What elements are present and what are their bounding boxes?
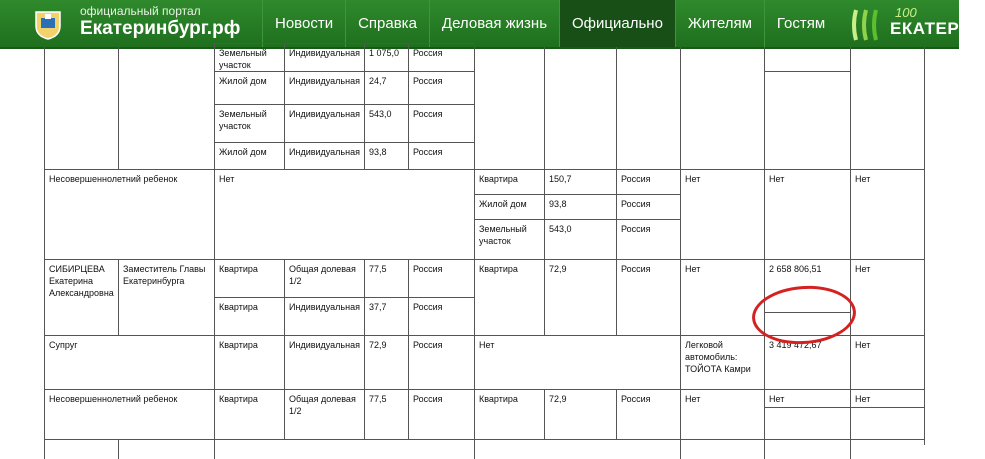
next-row-cell [474, 439, 680, 459]
site-header [0, 0, 985, 49]
child1-vehicles: Нет [680, 169, 764, 259]
spouse-owned-country: Россия [408, 335, 474, 389]
nav-reference[interactable]: Справка [345, 0, 429, 47]
top-country-4: Россия [408, 142, 474, 169]
anniversary-logo[interactable] [850, 5, 985, 44]
official-used-area: 72,9 [544, 259, 616, 335]
child1-used-country-1: Россия [616, 169, 680, 194]
spouse-income: 3 419 472,67 [764, 335, 850, 389]
child1-used-area-3: 543,0 [544, 219, 616, 259]
next-row-cell [680, 439, 764, 459]
child2-owned-area: 77,5 [364, 389, 408, 439]
child1-used-object-1: Квартира [474, 169, 544, 194]
portal-subtitle: официальный портал [80, 4, 201, 18]
next-row-cell [850, 439, 924, 459]
top-ownership-4: Индивидуальная [284, 142, 364, 169]
official-vehicles: Нет [680, 259, 764, 335]
nav-news[interactable]: Новости [262, 0, 345, 47]
child1-used-country-3: Россия [616, 219, 680, 259]
official-name: СИБИРЦЕВА Екатерина Александровна [44, 259, 118, 335]
child2-owned-ownership: Общая долевая 1/2 [284, 389, 364, 439]
table-rule [118, 47, 119, 169]
official-income: 2 658 806,51 [764, 259, 850, 312]
portal-title-link[interactable]: Екатеринбург.рф [80, 18, 241, 39]
spouse-person: Супруг [44, 335, 214, 389]
table-rule [680, 47, 681, 169]
declarations-table [0, 47, 959, 445]
official-sources: Нет [850, 259, 924, 335]
official-owned-country-2: Россия [408, 297, 474, 335]
spouse-owned-object: Квартира [214, 335, 284, 389]
top-area-4: 93,8 [364, 142, 408, 169]
official-position: Заместитель Главы Екатеринбурга [118, 259, 214, 335]
top-object-2: Жилой дом [214, 71, 284, 104]
nav-official[interactable]: Официально [559, 0, 675, 47]
child1-used-object-3: Земельный участок [474, 219, 544, 259]
anniversary-stripes-icon [850, 6, 890, 44]
official-owned-country-1: Россия [408, 259, 474, 297]
child2-sources-empty [850, 407, 924, 439]
table-rule [474, 47, 475, 169]
child2-sources: Нет [850, 389, 924, 407]
official-owned-ownership-1: Общая долевая 1/2 [284, 259, 364, 297]
child1-used-country-2: Россия [616, 194, 680, 219]
top-area-3: 543,0 [364, 104, 408, 142]
anniversary-name: ЕКАТЕРИН [890, 19, 985, 38]
next-row-cell [214, 439, 474, 459]
child2-used-country: Россия [616, 389, 680, 439]
table-rule [764, 47, 765, 169]
child2-income-empty [764, 407, 850, 439]
spouse-sources: Нет [850, 335, 924, 389]
top-country-1: Россия [408, 43, 474, 71]
next-row-cell [44, 439, 118, 459]
city-emblem-icon[interactable] [32, 8, 64, 40]
table-rule [850, 47, 851, 169]
child2-person: Несовершеннолетний ребенок [44, 389, 214, 439]
child2-income: Нет [764, 389, 850, 407]
next-row-cell [118, 439, 214, 459]
spouse-used: Нет [474, 335, 680, 389]
official-owned-object-2: Квартира [214, 297, 284, 335]
child1-person: Несовершеннолетний ребенок [44, 169, 214, 259]
official-income-empty [764, 312, 850, 335]
spouse-owned-area: 72,9 [364, 335, 408, 389]
spouse-vehicles: Легковой автомобиль: ТОЙОТА Камри [680, 335, 764, 389]
top-area-2: 24,7 [364, 71, 408, 104]
top-ownership-2: Индивидуальная [284, 71, 364, 104]
child1-used-area-2: 93,8 [544, 194, 616, 219]
top-area-1: 1 075,0 [364, 43, 408, 71]
top-object-3: Земельный участок [214, 104, 284, 142]
child1-income: Нет [764, 169, 850, 259]
nav-business[interactable]: Деловая жизнь [429, 0, 559, 47]
child2-vehicles: Нет [680, 389, 764, 439]
child2-owned-country: Россия [408, 389, 474, 439]
top-object-1: Земельный участок [214, 43, 284, 71]
child2-used-area: 72,9 [544, 389, 616, 439]
child2-owned-object: Квартира [214, 389, 284, 439]
table-border-right [924, 47, 925, 445]
table-rule [764, 71, 850, 72]
top-country-3: Россия [408, 104, 474, 142]
child1-owned: Нет [214, 169, 474, 259]
official-owned-area-2: 37,7 [364, 297, 408, 335]
official-used-country: Россия [616, 259, 680, 335]
table-rule [544, 47, 545, 169]
spouse-owned-ownership: Индивидуальная [284, 335, 364, 389]
top-ownership-3: Индивидуальная [284, 104, 364, 142]
top-country-2: Россия [408, 71, 474, 104]
top-object-4: Жилой дом [214, 142, 284, 169]
table-rule [616, 47, 617, 169]
child1-used-area-1: 150,7 [544, 169, 616, 194]
official-owned-area-1: 77,5 [364, 259, 408, 297]
anniversary-number: 100 [895, 5, 917, 20]
table-rule [214, 47, 215, 169]
official-used-object: Квартира [474, 259, 544, 335]
nav-residents[interactable]: Жителям [675, 0, 764, 47]
top-ownership-1: Индивидуальная [284, 43, 364, 71]
nav-guests[interactable]: Гостям [764, 0, 837, 47]
official-owned-object-1: Квартира [214, 259, 284, 297]
child2-used-object: Квартира [474, 389, 544, 439]
child1-sources: Нет [850, 169, 924, 259]
table-border-left [44, 47, 45, 445]
next-row-cell [764, 439, 850, 459]
official-owned-ownership-2: Индивидуальная [284, 297, 364, 335]
child1-used-object-2: Жилой дом [474, 194, 544, 219]
main-nav [262, 0, 837, 47]
